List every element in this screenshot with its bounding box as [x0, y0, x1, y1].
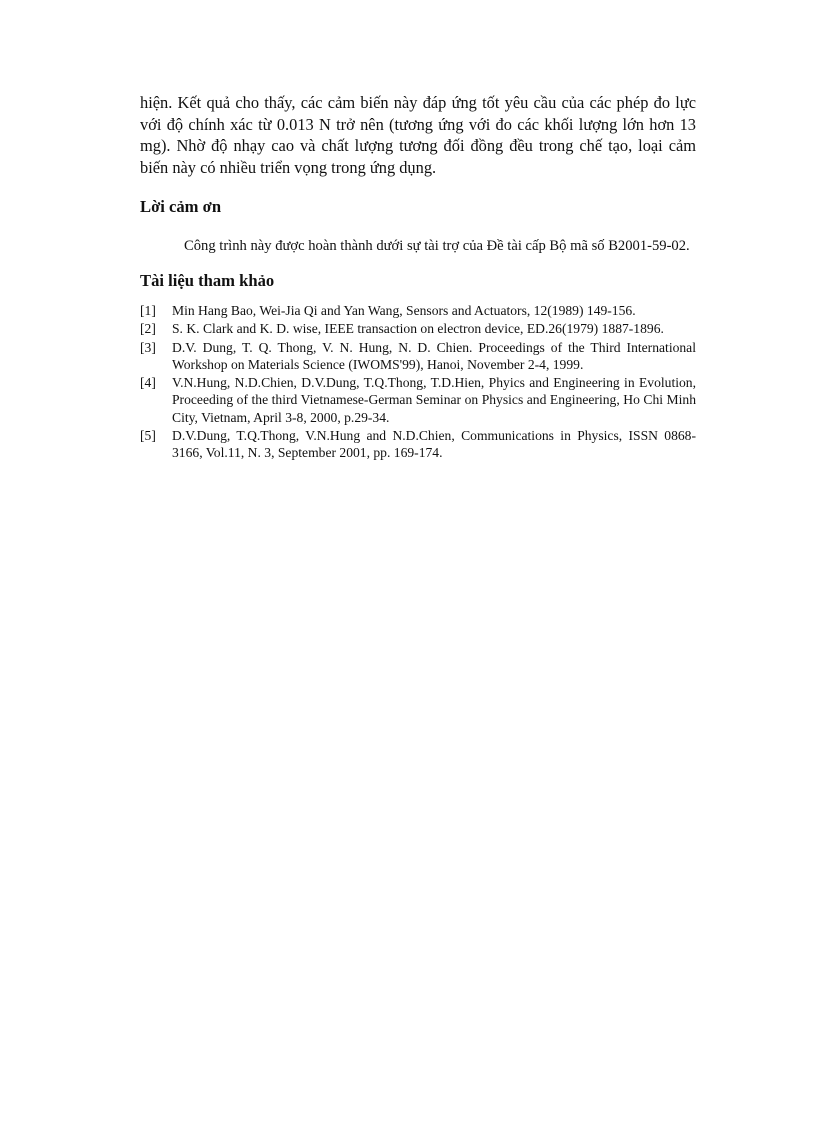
reference-number: [3]: [140, 339, 156, 355]
reference-text: D.V.Dung, T.Q.Thong, V.N.Hung and N.D.Chien, Communications in Physics, ISSN 0868-3166, Vol.11, N. 3, September 2001, pp. 169-174.: [172, 428, 696, 461]
reference-number: [2]: [140, 321, 156, 337]
reference-number: [4]: [140, 375, 156, 391]
reference-text: S. K. Clark and K. D. wise, IEEE transaction on electron device, ED.26(1979) 1887-1896.: [172, 321, 664, 337]
reference-item: [140, 339, 696, 374]
reference-list: [140, 302, 696, 462]
intro-paragraph: hiện. Kết quả cho thấy, các cảm biến này đáp ứng tốt yêu cầu của các phép đo lực với độ chính xác từ 0.013 N trở nên (tương ứng với đo các khối lượng lớn hơn 13 mg). Nhờ độ nhạy cao và chất lượng tương đối đồng đều trong chế tạo, loại cảm biến này có nhiều triển vọng trong ứng dụng.: [140, 93, 696, 177]
reference-text: D.V. Dung, T. Q. Thong, V. N. Hung, N. D. Chien. Proceedings of the Third International Workshop on Materials Science (IWOMS'99), Hanoi, November 2-4, 1999.: [172, 339, 696, 372]
reference-text: V.N.Hung, N.D.Chien, D.V.Dung, T.Q.Thong, T.D.Hien, Phyics and Engineering in Evolution, Proceeding of the third Vietnamese-German Seminar on Physics and Engineering, Ho Chi Minh City, Vietnam, April 3-8, 2000, p.29-34.: [172, 375, 696, 425]
reference-item: [140, 427, 696, 462]
reference-item: [140, 302, 696, 319]
acknowledgement-paragraph: Công trình này được hoàn thành dưới sự tài trợ của Đề tài cấp Bộ mã số B2001-59-02.: [184, 238, 690, 254]
reference-text: Min Hang Bao, Wei-Jia Qi and Yan Wang, Sensors and Actuators, 12(1989) 149-156.: [172, 303, 636, 318]
document-page: [140, 92, 696, 463]
references-heading: Tài liệu tham khảo: [140, 271, 275, 290]
reference-item: [140, 320, 696, 337]
acknowledgement-heading: Lời cảm ơn: [140, 197, 222, 216]
reference-item: [140, 374, 696, 426]
reference-number: [5]: [140, 428, 156, 444]
reference-number: [1]: [140, 303, 156, 318]
